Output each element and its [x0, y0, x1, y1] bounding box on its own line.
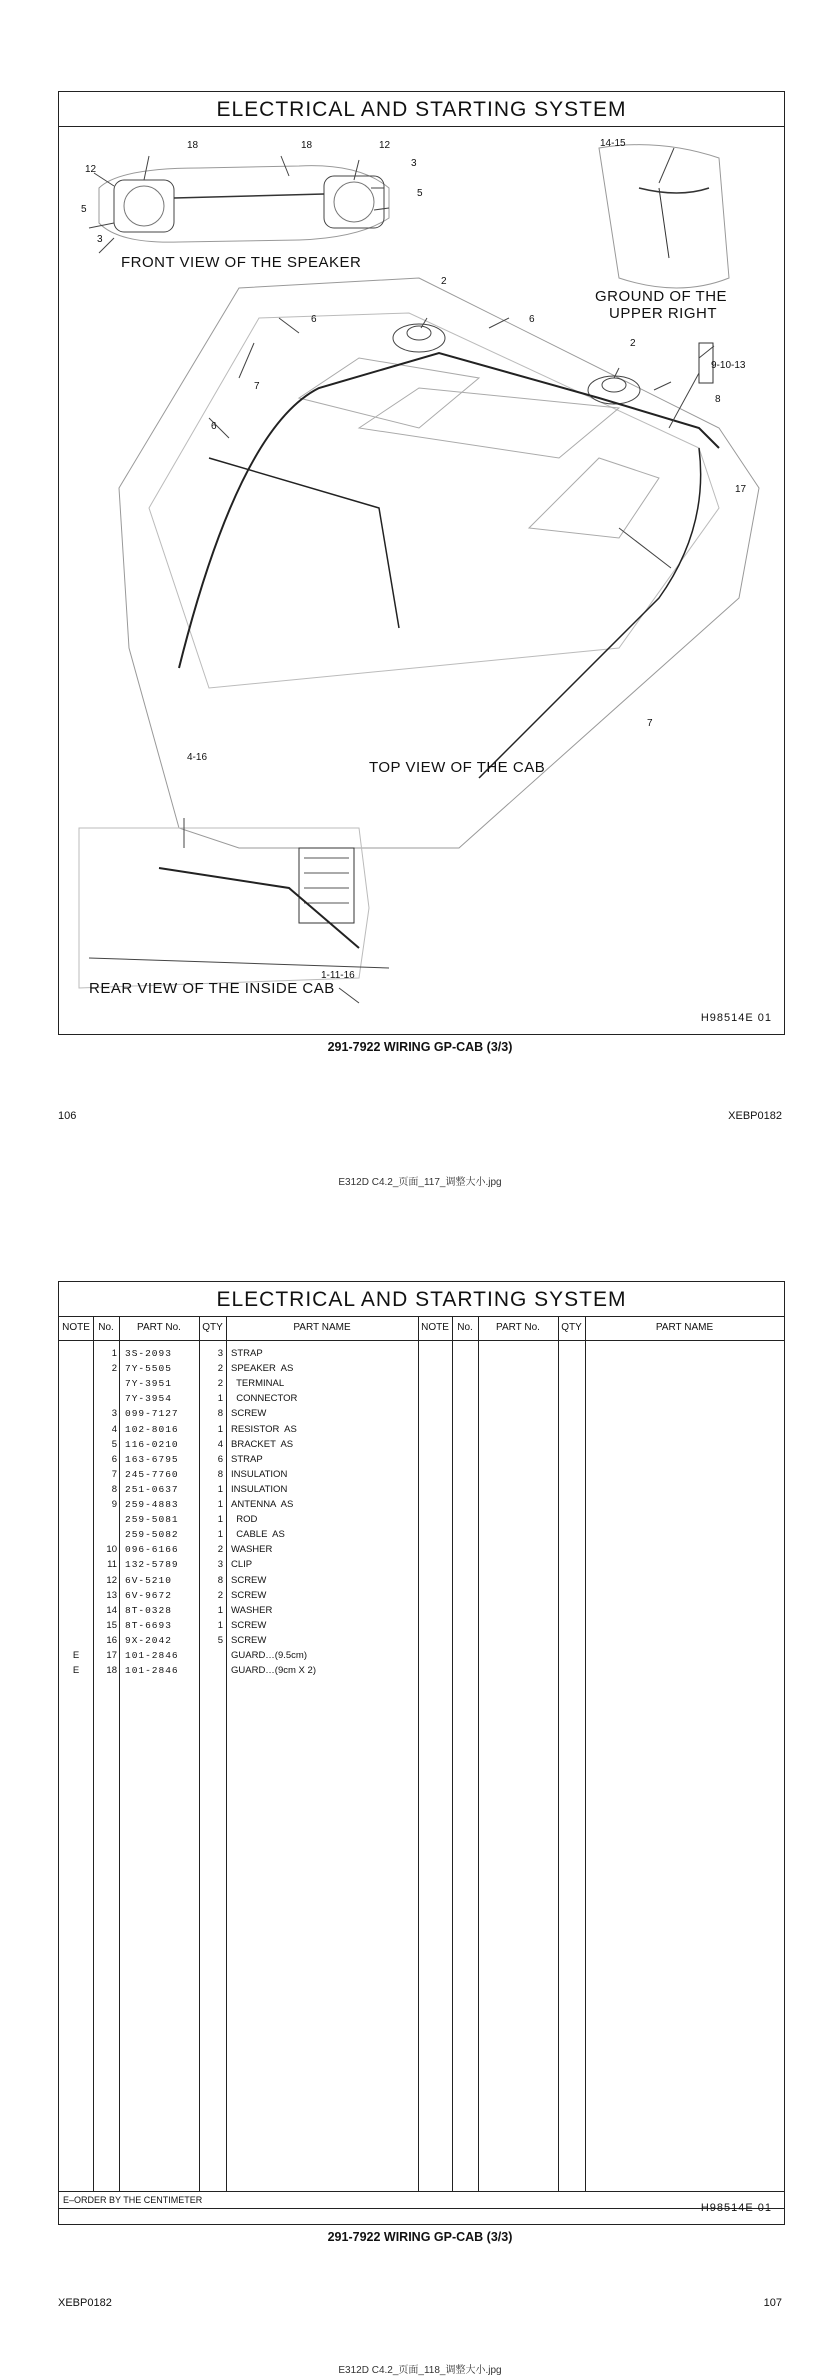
quantity-cell: 2: [217, 1544, 223, 1556]
figure-caption: 291-7922 WIRING GP-CAB (3/3): [327, 1040, 513, 1054]
table-row: [59, 1544, 419, 1559]
table-row: [59, 1439, 419, 1454]
col-sep: [478, 1316, 479, 2191]
part-number-cell: 132-5789: [125, 1559, 179, 1571]
part-name-cell: RESISTOR AS: [231, 1423, 297, 1435]
table-row: [59, 1514, 419, 1529]
item-number-cell: 17: [106, 1650, 117, 1661]
item-number-cell: 18: [106, 1665, 117, 1677]
front-speaker-label: FRONT VIEW OF THE SPEAKER: [121, 254, 362, 271]
footnote-divider-bottom: [59, 2208, 784, 2209]
header-qty: QTY: [202, 1322, 223, 1333]
item-number-cell: 9: [111, 1499, 117, 1510]
page-number: 107: [763, 2297, 782, 2309]
quantity-cell: 2: [217, 1363, 223, 1375]
callout-2: 2: [441, 276, 447, 287]
part-number-cell: 101-2846: [125, 1650, 179, 1661]
part-number-cell: 102-8016: [125, 1423, 179, 1435]
callout-12: 12: [379, 140, 391, 151]
quantity-cell: 2: [217, 1378, 223, 1390]
ground-label-line2: UPPER RIGHT: [609, 305, 718, 322]
quantity-cell: 1: [217, 1393, 223, 1405]
callout-18: 18: [301, 140, 313, 151]
part-name-cell: SCREW: [231, 1589, 267, 1601]
header-divider: [59, 1340, 784, 1341]
illustration-frame: [58, 91, 785, 1035]
part-name-cell: SCREW: [231, 1574, 267, 1586]
quantity-cell: 3: [217, 1348, 223, 1359]
callout-9-10-13: 9-10-13: [711, 360, 746, 371]
item-number-cell: 15: [106, 1619, 117, 1631]
rear-inside-label: REAR VIEW OF THE INSIDE CAB: [89, 980, 335, 997]
part-number-cell: 259-5081: [125, 1514, 179, 1526]
part-number-cell: 7Y-5505: [125, 1363, 172, 1375]
quantity-cell: 1: [217, 1604, 223, 1616]
doc-code: XEBP0182: [58, 2297, 112, 2309]
part-name-cell: INSULATION: [231, 1483, 288, 1495]
col-sep: [585, 1316, 586, 2191]
part-name-cell: WASHER: [231, 1604, 273, 1616]
header-part-no: PART No.: [496, 1322, 540, 1333]
table-row: [59, 1378, 419, 1393]
part-number-cell: 3S-2093: [125, 1348, 172, 1359]
part-number-cell: 6V-9672: [125, 1589, 172, 1601]
part-name-cell: BRACKET AS: [231, 1438, 294, 1450]
part-name-cell: CONNECTOR: [231, 1393, 298, 1405]
callout-2: 2: [630, 338, 636, 349]
part-name-cell: ANTENNA AS: [231, 1499, 294, 1510]
part-number-cell: 096-6166: [125, 1544, 179, 1556]
note-cell: E: [72, 1665, 80, 1677]
quantity-cell: 1: [217, 1499, 223, 1510]
table-row: [59, 1635, 419, 1650]
drawing-code: H98514E 01: [700, 1012, 772, 1024]
part-number-cell: 8T-6693: [125, 1619, 172, 1631]
callout-18: 18: [187, 140, 199, 151]
part-number-cell: 163-6795: [125, 1453, 179, 1465]
item-number-cell: 3: [111, 1408, 117, 1420]
parts-list-frame: [58, 1281, 785, 2225]
quantity-cell: 6: [217, 1453, 223, 1465]
quantity-cell: 1: [217, 1619, 223, 1631]
callout-3: 3: [411, 158, 417, 169]
part-name-cell: STRAP: [231, 1453, 263, 1465]
page-number: 106: [58, 1110, 77, 1122]
item-number-cell: 14: [106, 1604, 117, 1616]
part-number-cell: 259-4883: [125, 1499, 179, 1510]
quantity-cell: 1: [217, 1514, 223, 1526]
part-number-cell: 7Y-3951: [125, 1378, 172, 1390]
table-row: [59, 1348, 419, 1363]
header-no: No.: [98, 1322, 114, 1333]
part-name-cell: ROD: [231, 1514, 258, 1526]
table-row: [59, 1665, 419, 1680]
part-name-cell: GUARD…(9cm X 2): [231, 1665, 316, 1677]
part-number-cell: 099-7127: [125, 1408, 179, 1420]
part-number-cell: 116-0210: [125, 1438, 179, 1450]
table-row: [59, 1575, 419, 1590]
part-name-cell: SCREW: [231, 1634, 267, 1646]
table-row: [59, 1559, 419, 1574]
part-number-cell: 251-0637: [125, 1483, 179, 1495]
header-qty: QTY: [561, 1322, 582, 1333]
callout-5: 5: [417, 188, 423, 199]
part-name-cell: SCREW: [231, 1619, 267, 1631]
header-part-no: PART No.: [137, 1322, 181, 1333]
quantity-cell: 5: [217, 1634, 223, 1646]
footnote: E–ORDER BY THE CENTIMETER: [63, 2195, 203, 2205]
header-no: No.: [457, 1322, 473, 1333]
quantity-cell: 3: [217, 1559, 223, 1571]
item-number-cell: 11: [107, 1559, 117, 1571]
part-name-cell: CABLE AS: [231, 1529, 285, 1541]
callout-6: 6: [529, 314, 535, 325]
item-number-cell: 1: [111, 1348, 117, 1359]
part-name-cell: SPEAKER AS: [231, 1363, 294, 1375]
item-number-cell: 7: [111, 1468, 117, 1480]
table-row: [59, 1484, 419, 1499]
item-number-cell: 5: [111, 1438, 117, 1450]
item-number-cell: 12: [106, 1574, 117, 1586]
part-number-cell: 9X-2042: [125, 1634, 172, 1646]
item-number-cell: 2: [111, 1363, 117, 1375]
image-filename: E312D C4.2_页面_117_调整大小.jpg: [338, 1177, 502, 1188]
quantity-cell: 8: [217, 1574, 223, 1586]
table-row: [59, 1605, 419, 1620]
quantity-cell: 8: [217, 1408, 223, 1420]
col-sep: [452, 1316, 453, 2191]
part-name-cell: WASHER: [231, 1544, 273, 1556]
callout-17: 17: [735, 484, 747, 495]
top-cab-label: TOP VIEW OF THE CAB: [369, 759, 546, 776]
callout-14-15: 14-15: [600, 138, 626, 149]
image-filename: E312D C4.2_页面_118_调整大小.jpg: [338, 2365, 502, 2376]
section-title: ELECTRICAL AND STARTING SYSTEM: [216, 1288, 627, 1311]
callout-3: 3: [97, 234, 103, 245]
table-row: [59, 1620, 419, 1635]
figure-caption: 291-7922 WIRING GP-CAB (3/3): [327, 2230, 513, 2244]
table-row: [59, 1650, 419, 1665]
callout-12: 12: [85, 164, 97, 175]
col-sep: [558, 1316, 559, 2191]
quantity-cell: 1: [217, 1483, 223, 1495]
part-number-cell: 6V-5210: [125, 1574, 172, 1586]
title-divider: [59, 126, 784, 127]
table-row: [59, 1590, 419, 1605]
quantity-cell: 1: [217, 1529, 223, 1541]
header-part-name: PART NAME: [655, 1322, 714, 1333]
part-name-cell: STRAP: [231, 1348, 263, 1359]
item-number-cell: 16: [106, 1634, 117, 1646]
quantity-cell: 4: [217, 1438, 223, 1450]
item-number-cell: 6: [111, 1453, 117, 1465]
callout-8: 8: [715, 394, 721, 405]
callout-7: 7: [254, 381, 260, 392]
callout-1-11-16: 1-11-16: [321, 970, 355, 981]
part-name-cell: TERMINAL: [231, 1378, 285, 1390]
callout-6: 6: [311, 314, 317, 325]
part-number-cell: 8T-0328: [125, 1604, 172, 1616]
doc-code: XEBP0182: [728, 1110, 782, 1122]
part-name-cell: INSULATION: [231, 1468, 288, 1480]
part-number-cell: 259-5082: [125, 1529, 179, 1541]
header-note: NOTE: [421, 1322, 449, 1333]
title-divider: [59, 1316, 784, 1317]
item-number-cell: 10: [106, 1544, 117, 1556]
callout-5: 5: [81, 204, 87, 215]
header-part-name: PART NAME: [293, 1322, 351, 1333]
section-title: ELECTRICAL AND STARTING SYSTEM: [216, 98, 627, 121]
quantity-cell: 8: [217, 1468, 223, 1480]
part-number-cell: 7Y-3954: [125, 1393, 172, 1405]
callout-4-16: 4-16: [187, 752, 208, 763]
part-number-cell: 245-7760: [125, 1468, 179, 1480]
table-row: [59, 1363, 419, 1378]
note-cell: E: [72, 1650, 80, 1661]
item-number-cell: 8: [111, 1483, 117, 1495]
footnote-divider: [59, 2191, 784, 2192]
table-row: [59, 1469, 419, 1484]
part-name-cell: GUARD…(9.5cm): [231, 1650, 308, 1661]
header-note: NOTE: [62, 1322, 90, 1333]
part-name-cell: SCREW: [231, 1408, 267, 1420]
part-number-cell: 101-2846: [125, 1665, 179, 1677]
item-number-cell: 4: [111, 1423, 117, 1435]
table-row: [59, 1424, 419, 1439]
table-row: [59, 1529, 419, 1544]
callout-6: 6: [211, 421, 217, 432]
table-row: [59, 1408, 419, 1423]
callout-7: 7: [647, 718, 653, 729]
quantity-cell: 1: [217, 1423, 223, 1435]
part-name-cell: CLIP: [231, 1559, 253, 1571]
quantity-cell: 2: [217, 1589, 223, 1601]
table-row: [59, 1454, 419, 1469]
ground-label-line1: GROUND OF THE: [595, 288, 728, 305]
table-row: [59, 1499, 419, 1514]
drawing-code: H98514E 01: [700, 2202, 772, 2214]
item-number-cell: 13: [106, 1589, 117, 1601]
table-row: [59, 1393, 419, 1408]
